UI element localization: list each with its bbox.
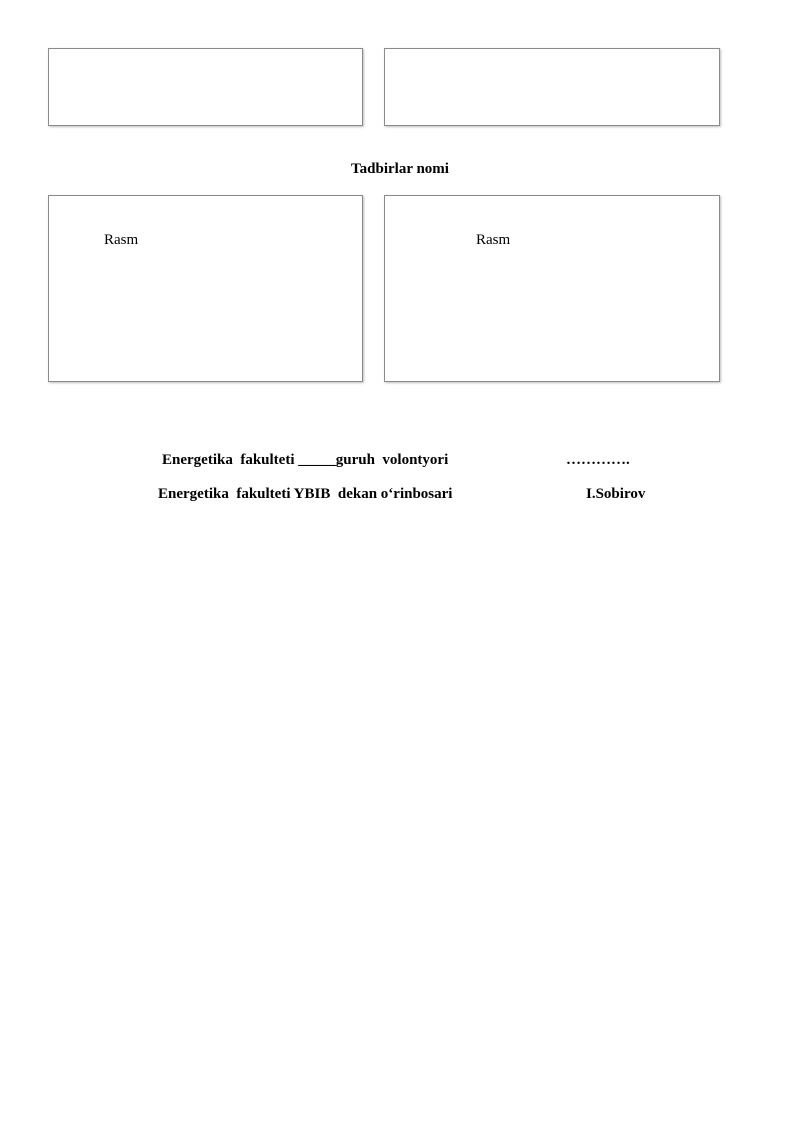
volunteer-role: Energetika fakulteti _____guruh volontyori — [162, 452, 449, 468]
photo-frame-right — [384, 195, 720, 382]
deputy-dean-role: Energetika fakulteti YBIB dekan o‘rinbosari — [158, 486, 453, 502]
deputy-dean-name: I.Sobirov — [586, 486, 646, 502]
photo-label-right: Rasm — [476, 232, 511, 248]
top-right-frame — [384, 48, 720, 126]
top-left-frame — [48, 48, 363, 126]
photo-label-left: Rasm — [104, 232, 139, 248]
volunteer-name: …………. — [566, 452, 630, 468]
photo-frame-left — [48, 195, 363, 382]
section-title: Tadbirlar nomi — [351, 161, 449, 177]
